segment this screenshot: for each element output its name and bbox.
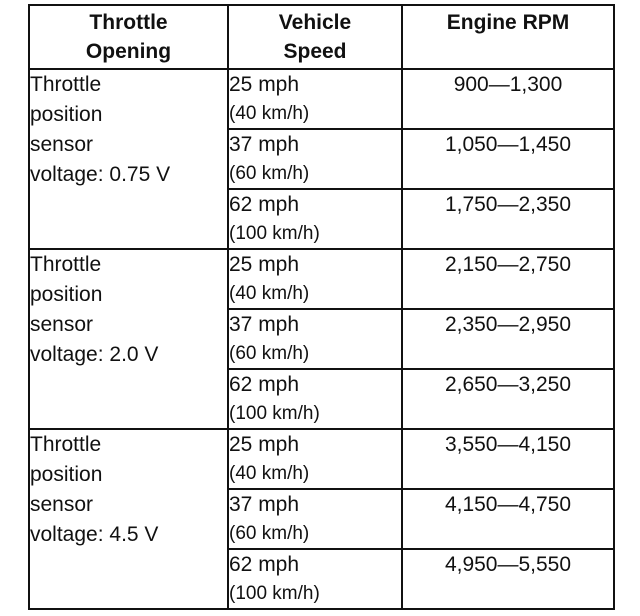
speed-mph: 62 mph <box>229 553 300 576</box>
speed-mph: 25 mph <box>229 433 300 456</box>
opening-line: position <box>30 103 103 126</box>
throttle-rpm-table <box>28 4 615 610</box>
opening-line: position <box>30 283 103 306</box>
speed-kmh: (40 km/h) <box>229 463 310 484</box>
engine-rpm-cell: 3,550—4,150 <box>402 429 614 489</box>
header-opening-line2: Opening <box>85 40 172 63</box>
vehicle-speed-cell <box>228 309 402 369</box>
table-row <box>29 429 614 489</box>
engine-rpm-cell: 2,150—2,750 <box>402 249 614 309</box>
vehicle-speed-cell <box>228 489 402 549</box>
vehicle-speed-cell <box>228 429 402 489</box>
speed-mph: 37 mph <box>229 493 300 516</box>
header-row <box>29 5 614 69</box>
speed-mph: 37 mph <box>229 313 300 336</box>
speed-kmh: (60 km/h) <box>229 523 310 544</box>
vehicle-speed-cell <box>228 549 402 609</box>
speed-kmh: (60 km/h) <box>229 343 310 364</box>
engine-rpm-cell: 1,750—2,350 <box>402 189 614 249</box>
opening-line: Throttle <box>30 73 102 96</box>
engine-rpm-cell: 1,050—1,450 <box>402 129 614 189</box>
engine-rpm-cell: 2,650—3,250 <box>402 369 614 429</box>
header-vehicle-speed <box>228 5 402 69</box>
opening-line: voltage: 4.5 V <box>30 523 159 546</box>
vehicle-speed-cell <box>228 369 402 429</box>
opening-line: Throttle <box>30 433 102 456</box>
speed-kmh: (100 km/h) <box>229 223 320 244</box>
opening-line: sensor <box>30 313 94 336</box>
speed-kmh: (40 km/h) <box>229 283 310 304</box>
opening-line: sensor <box>30 133 94 156</box>
engine-rpm-cell: 2,350—2,950 <box>402 309 614 369</box>
speed-kmh: (100 km/h) <box>229 583 320 604</box>
opening-line: voltage: 2.0 V <box>30 343 159 366</box>
speed-kmh: (60 km/h) <box>229 163 310 184</box>
speed-mph: 62 mph <box>229 373 300 396</box>
vehicle-speed-cell <box>228 189 402 249</box>
engine-rpm-cell: 900—1,300 <box>402 69 614 129</box>
header-throttle-opening <box>29 5 228 69</box>
header-speed-line1: Vehicle <box>278 11 352 34</box>
engine-rpm-cell: 4,950—5,550 <box>402 549 614 609</box>
throttle-opening-cell <box>29 69 228 249</box>
opening-line: sensor <box>30 493 94 516</box>
opening-line: position <box>30 463 103 486</box>
vehicle-speed-cell <box>228 69 402 129</box>
opening-line: Throttle <box>30 253 102 276</box>
vehicle-speed-cell <box>228 129 402 189</box>
throttle-opening-cell <box>29 249 228 429</box>
speed-kmh: (40 km/h) <box>229 103 310 124</box>
speed-mph: 25 mph <box>229 253 300 276</box>
table-row <box>29 249 614 309</box>
engine-rpm-cell: 4,150—4,750 <box>402 489 614 549</box>
opening-line: voltage: 0.75 V <box>30 163 171 186</box>
table-row <box>29 69 614 129</box>
speed-mph: 25 mph <box>229 73 300 96</box>
throttle-opening-cell <box>29 429 228 609</box>
speed-kmh: (100 km/h) <box>229 403 320 424</box>
header-speed-line2: Speed <box>283 40 347 63</box>
header-engine-rpm: Engine RPM <box>402 5 614 69</box>
speed-mph: 62 mph <box>229 193 300 216</box>
speed-mph: 37 mph <box>229 133 300 156</box>
header-opening-line1: Throttle <box>89 11 168 34</box>
vehicle-speed-cell <box>228 249 402 309</box>
